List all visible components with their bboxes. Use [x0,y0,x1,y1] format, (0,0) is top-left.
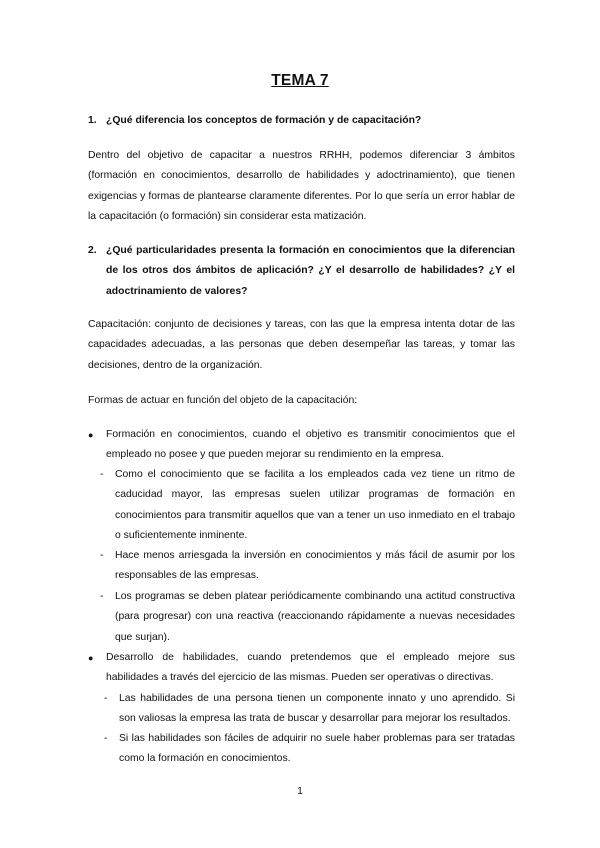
question-2-number: 2. [88,245,97,256]
bullet-1-sub-3: Los programas se deben platear periódicamente combinando una actitud constructiva (para progresar) con una reactiva (reaccionando rápidamente a nuevas necesidades que surjan). [115,591,515,643]
dash-icon: - [100,469,104,480]
question-2-text: ¿Qué particularidades presenta la formación en conocimientos que la diferencian de los otros dos ámbitos de aplicación? ¿Y el desarrollo de habilidades? ¿Y el adoctrinamiento de valores? [106,245,515,297]
page-title: TEMA 7 [271,72,329,89]
bullet-icon: ● [88,430,94,440]
dash-icon: - [100,550,104,561]
bullet-2-text: Desarrollo de habilidades, cuando pretendemos que el empleado mejore sus habilidades a través del ejercicio de las mismas. Pueden ser operativas o directivas. [106,652,515,684]
page-number: 1 [297,786,303,797]
dash-icon: - [104,693,108,704]
bullet-1-sub-2: Hace menos arriesgada la inversión en conocimientos y más fácil de asumir por los responsables de las empresas. [115,550,515,582]
dash-icon: - [100,591,104,602]
paragraph-3: Formas de actuar en función del objeto de la capacitación: [88,395,358,406]
bullet-1-sub-1: Como el conocimiento que se facilita a los empleados cada vez tiene un ritmo de caducidad mayor, las empresas suelen utilizar programas de formación en conocimientos para transmitir aquellos que van a tener un uso inmediato en el trabajo o suficientemente inminente. [115,469,515,541]
paragraph-1: Dentro del objetivo de capacitar a nuestros RRHH, podemos diferenciar 3 ámbitos (formación en conocimientos, desarrollo de habilidades y adoctrinamiento), que tienen exigencias y formas de plantearse claramente diferentes. Por lo que sería un error hablar de la capacitación (o formación) sin considerar esta matización. [88,150,515,222]
bullet-2-sub-1: Las habilidades de una persona tienen un componente innato y uno aprendido. Si son valiosas la empresa las trata de buscar y desarrollar para mejorar los resultados. [119,693,515,725]
dash-icon: - [104,733,108,744]
question-1-number: 1. [88,115,97,126]
bullet-icon: ● [88,653,94,663]
bullet-2-sub-2: Si las habilidades son fáciles de adquirir no suele haber problemas para ser tratadas como la formación en conocimientos. [119,733,515,765]
paragraph-2: Capacitación: conjunto de decisiones y tareas, con las que la empresa intenta dotar de las capacidades adecuadas, a las personas que deben desempeñar las tareas, y tomar las decisiones, dentro de la organización. [88,319,515,371]
bullet-1-text: Formación en conocimientos, cuando el objetivo es transmitir conocimientos que el empleado no posee y que pueden mejorar su rendimiento en la empresa. [106,429,515,461]
question-1-text: ¿Qué diferencia los conceptos de formación y de capacitación? [106,115,422,126]
